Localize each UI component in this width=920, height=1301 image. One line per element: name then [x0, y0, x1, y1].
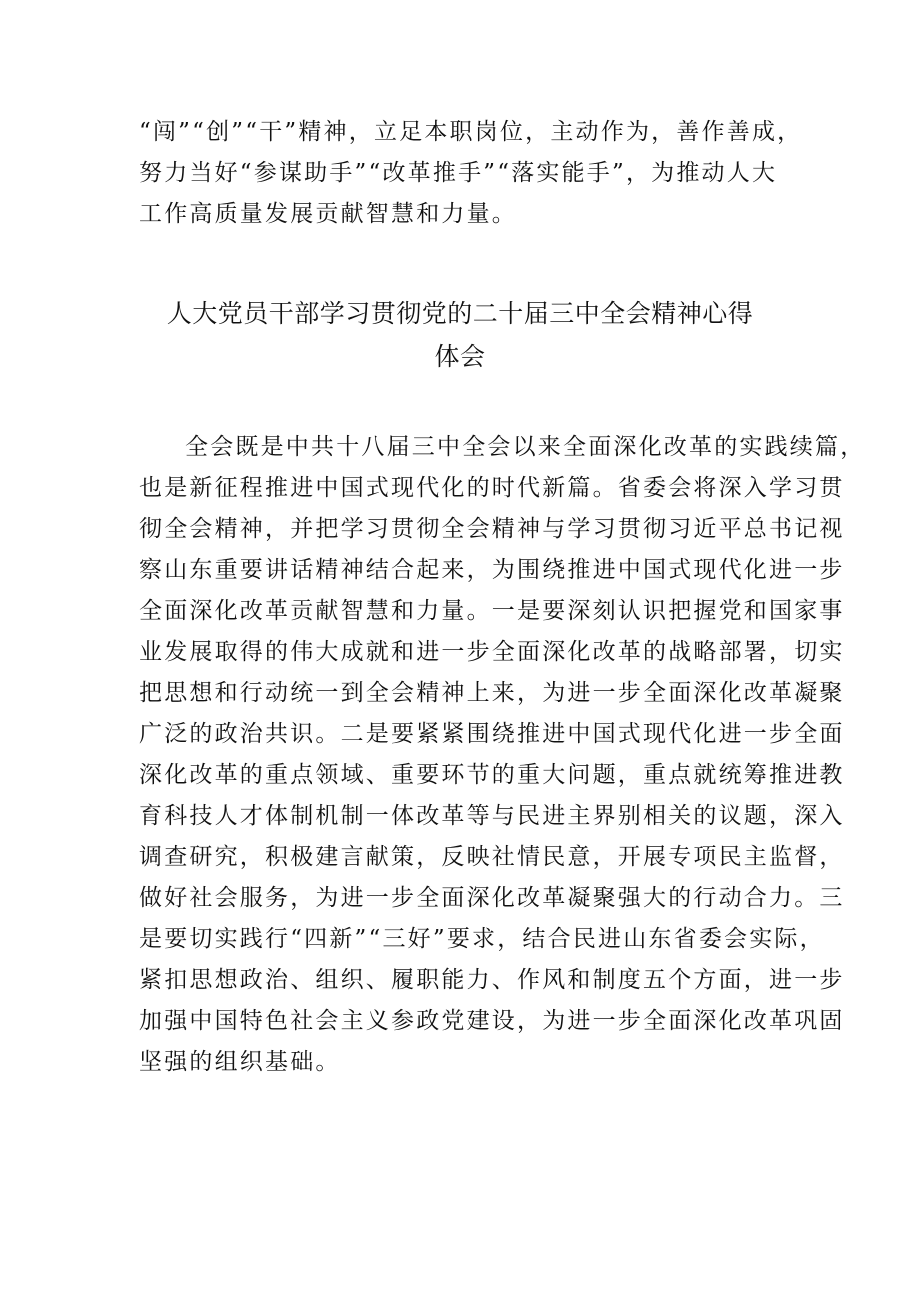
body-line: 深化改革的重点领域、重要环节的重大问题，重点就统筹推进教: [139, 762, 845, 788]
body-line: 做好社会服务，为进一步全面深化改革凝聚强大的行动合力。三: [139, 885, 845, 911]
body-line: 是要切实践行“四新”“三好”要求，结合民进山东省委会实际，: [139, 926, 825, 952]
body-line: 全面深化改革贡献智慧和力量。一是要深刻认识把握党和国家事: [139, 598, 845, 624]
body-line: 紧扣思想政治、组织、履职能力、作风和制度五个方面，进一步: [139, 967, 845, 993]
body-line: 业发展取得的伟大成就和进一步全面深化改革的战略部署，切实: [139, 639, 845, 665]
body-line: 育科技人才体制机制一体改革等与民进主界别相关的议题，深入: [139, 803, 845, 829]
body-line: 全会既是中共十八届三中全会以来全面深化改革的实践续篇，: [185, 434, 866, 460]
body-line: 坚强的组织基础。: [139, 1049, 341, 1075]
body-line: 调查研究，积极建言献策，反映社情民意，开展专项民主监督，: [139, 844, 845, 870]
title-line: 人大党员干部学习贯彻党的二十届三中全会精神心得: [166, 299, 754, 328]
intro-line: 工作高质量发展贡献智慧和力量。: [139, 201, 517, 227]
body-line: 也是新征程推进中国式现代化的时代新篇。省委会将深入学习贯: [139, 475, 845, 501]
body-line: 加强中国特色社会主义参政党建设，为进一步全面深化改革巩固: [139, 1008, 845, 1034]
body-line: 把思想和行动统一到全会精神上来，为进一步全面深化改革凝聚: [139, 680, 845, 706]
intro-line: “闯”“创”“干”精神，立足本职岗位，主动作为，善作善成，: [139, 119, 803, 145]
intro-line: 努力当好“参谋助手”“改革推手”“落实能手”，为推动人大: [139, 160, 778, 186]
body-line: 彻全会精神，并把学习贯彻全会精神与学习贯彻习近平总书记视: [139, 516, 845, 542]
body-line: 察山东重要讲话精神结合起来，为围绕推进中国式现代化进一步: [139, 557, 845, 583]
title-line: 体会: [434, 342, 486, 371]
body-line: 广泛的政治共识。二是要紧紧围绕推进中国式现代化进一步全面: [139, 721, 845, 747]
